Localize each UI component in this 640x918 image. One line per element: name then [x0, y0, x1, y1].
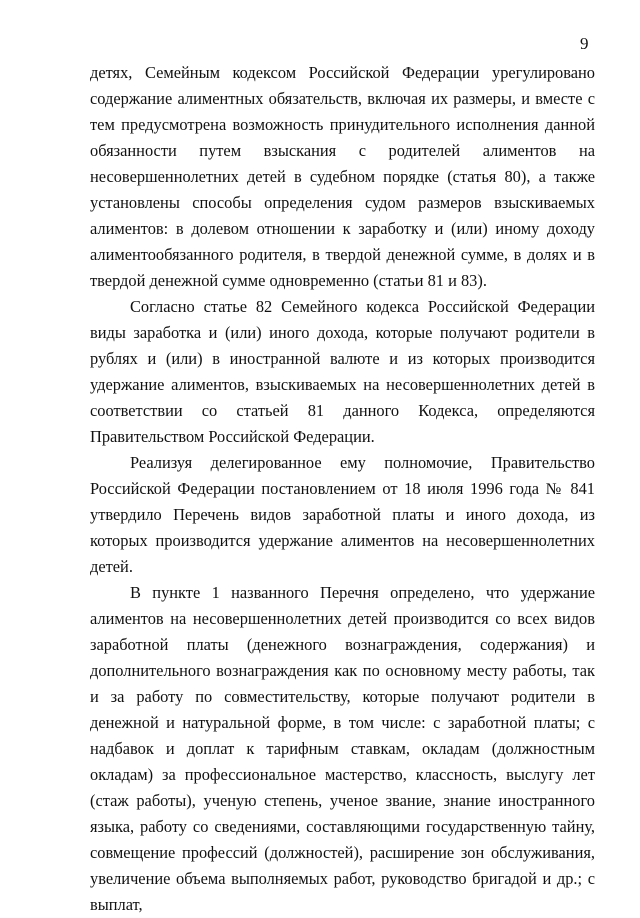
- paragraph-2: Согласно статье 82 Семейного кодекса Российской Федерации виды заработка и (или) иного дохода, которые получают родители в рублях и (или) в иностранной валюте и из которых производится удержание алиментов, взыскиваемых на несовершеннолетних детей в соответствии со статьей 81 данного Кодекса, определяются Правительством Российской Федерации.: [90, 297, 595, 446]
- page-number: 9: [580, 34, 589, 53]
- paragraph-4: В пункте 1 названного Перечня определено, что удержание алиментов на несовершеннолетних детей производится со всех видов заработной платы (денежного вознаграждения, содержания) и дополнительного вознаграждения как по основному месту работы, так и за работу по совместительству, которые получают родители в денежной и натуральной форме, в том числе: с заработной платы; с надбавок и доплат к тарифным ставкам, окладам (должностным окладам) за профессиональное мастерство, классность, выслугу лет (стаж работы), ученую степень, ученое звание, знание иностранного языка, работу со сведениями, составляющими государственную тайну, совмещение профессий (должностей), расширение зон обслуживания, увеличение объема выполняемых работ, руководство бригадой и др.; с выплат,: [90, 583, 595, 914]
- paragraph-3: Реализуя делегированное ему полномочие, Правительство Российской Федерации постановлением от 18 июля 1996 года № 841 утвердило Перечень видов заработной платы и иного дохода, из которых производится удержание алиментов на несовершеннолетних детей.: [90, 453, 595, 576]
- paragraph-1: детях, Семейным кодексом Российской Федерации урегулировано содержание алиментных обязательств, включая их размеры, и вместе с тем предусмотрена возможность принудительного исполнения данной обязанности путем взыскания с родителей алиментов на несовершеннолетних детей в судебном порядке (статья 80), а также установлены способы определения судом размеров взыскиваемых алиментов: в долевом отношении к заработку и (или) иному доходу алиментообязанного родителя, в твердой денежной сумме, в долях и в твердой денежной сумме одновременно (статьи 81 и 83).: [90, 63, 595, 290]
- document-body: [90, 60, 595, 918]
